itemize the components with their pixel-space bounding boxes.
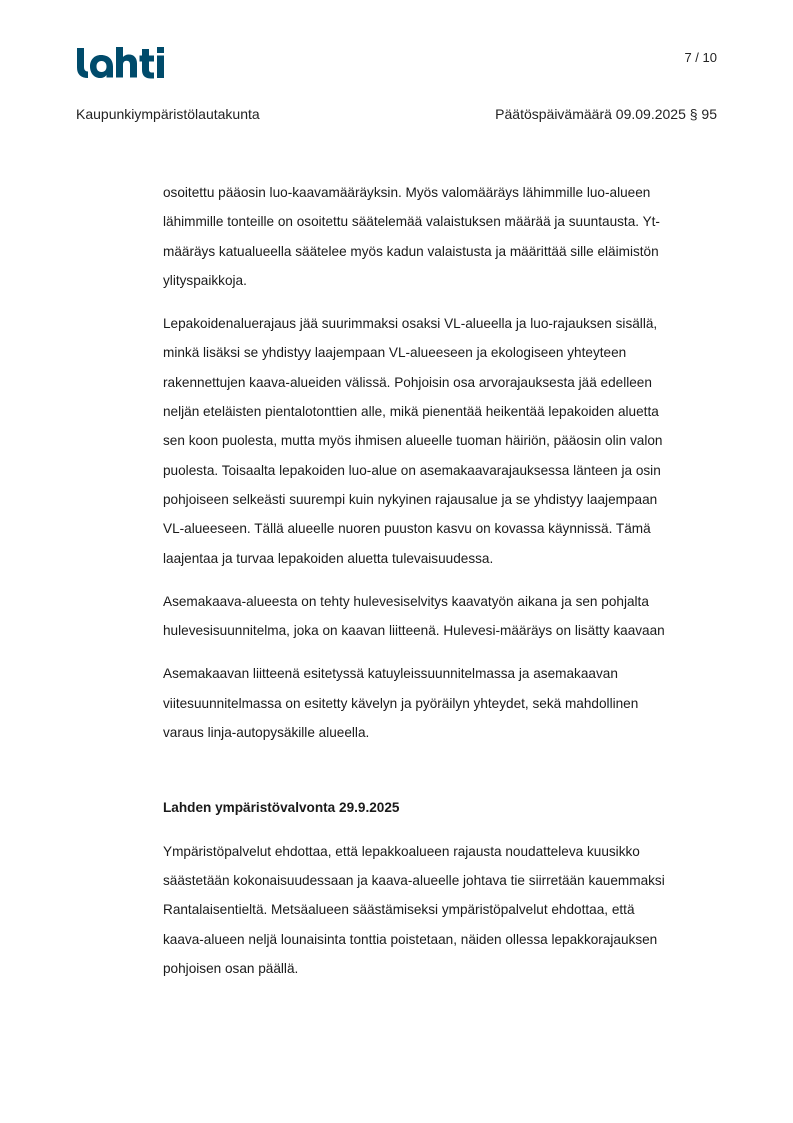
committee-name: Kaupunkiympäristölautakunta: [76, 106, 260, 122]
paragraph-stormwater: [163, 587, 723, 646]
paragraph-bat-area: [163, 309, 723, 573]
document-body: [163, 178, 723, 997]
text-line: hulevesisuunnitelma, joka on kaavan liitteenä. Hulevesi-määräys on lisätty kaavaan: [163, 623, 665, 639]
text-line: minkä lisäksi se yhdistyy laajempaan VL-alueeseen ja ekologiseen yhteyteen: [163, 345, 627, 361]
lahti-logo-icon: [75, 44, 167, 80]
text-line: säästetään kokonaisuudessaan ja kaava-alueelle johtava tie siirretään kauemmaksi: [163, 872, 665, 888]
page-indicator: 7 / 10: [684, 50, 717, 65]
decision-date: Päätöspäivämäärä 09.09.2025 § 95: [495, 106, 717, 122]
text-line: Asemakaavan liitteenä esitetyssä katuyleissuunnitelmassa ja asemakaavan: [163, 666, 618, 682]
text-line: Ympäristöpalvelut ehdottaa, että lepakkoalueen rajausta noudatteleva kuusikko: [163, 843, 640, 859]
section-heading: Lahden ympäristövalvonta 29.9.2025: [163, 800, 400, 816]
text-line: VL-alueeseen. Tällä alueelle nuoren puuston kasvu on kovassa käynnissä. Tämä: [163, 521, 651, 537]
text-line: pohjoisen osan päällä.: [163, 960, 299, 976]
text-line: Asemakaava-alueesta on tehty hulevesiselvitys kaavatyön aikana ja sen pohjalta: [163, 593, 649, 609]
text-line: Rantalaisentieltä. Metsäalueen säästämiseksi ympäristöpalvelut ehdottaa, että: [163, 902, 635, 918]
paragraph-environmental-services: [163, 837, 723, 983]
text-line: kaava-alueen neljä lounaisinta tonttia poistetaan, näiden ollessa lepakkorajauksen: [163, 931, 658, 947]
text-line: puolesta. Toisaalta lepakoiden luo-alue on asemakaavarajauksessa länteen ja osin: [163, 462, 661, 478]
lahti-logo: [75, 44, 167, 84]
paragraph-street-plan: [163, 659, 723, 747]
paragraph-lighting-regulation: [163, 178, 723, 295]
text-line: määräys katualueella säätelee myös kadun valaistusta ja määrittää sille eläimistön: [163, 243, 659, 259]
text-line: osoitettu pääosin luo-kaavamääräyksin. Myös valomääräys lähimmille luo-alueen: [163, 185, 651, 200]
text-line: laajentaa ja turvaa lepakoiden aluetta tulevaisuudessa.: [163, 550, 494, 566]
text-line: neljän eteläisten pientalotonttien alle, mikä pienentää heikentää lepakoiden aluetta: [163, 404, 659, 420]
text-line: sen koon puolesta, mutta myös ihmisen alueelle tuoman häiriön, pääosin olin valon: [163, 433, 663, 449]
text-line: rakennettujen kaava-alueiden välissä. Pohjoisin osa arvorajauksesta jää edelleen: [163, 374, 652, 390]
text-line: lähimmille tonteille on osoitettu säätelemää valaistuksen määrää ja suuntausta. Yt-: [163, 214, 660, 230]
text-line: Lepakoidenaluerajaus jää suurimmaksi osaksi VL-alueella ja luo-rajauksen sisällä,: [163, 316, 658, 332]
text-line: pohjoiseen selkeästi suurempi kuin nykyinen rajausalue ja se yhdistyy laajempaan: [163, 491, 658, 507]
text-line: viitesuunnitelmassa on esitetty kävelyn ja pyöräilyn yhteydet, sekä mahdollinen: [163, 695, 639, 711]
text-line: varaus linja-autopysäkille alueella.: [163, 725, 370, 741]
text-line: ylityspaikkoja.: [163, 272, 247, 288]
